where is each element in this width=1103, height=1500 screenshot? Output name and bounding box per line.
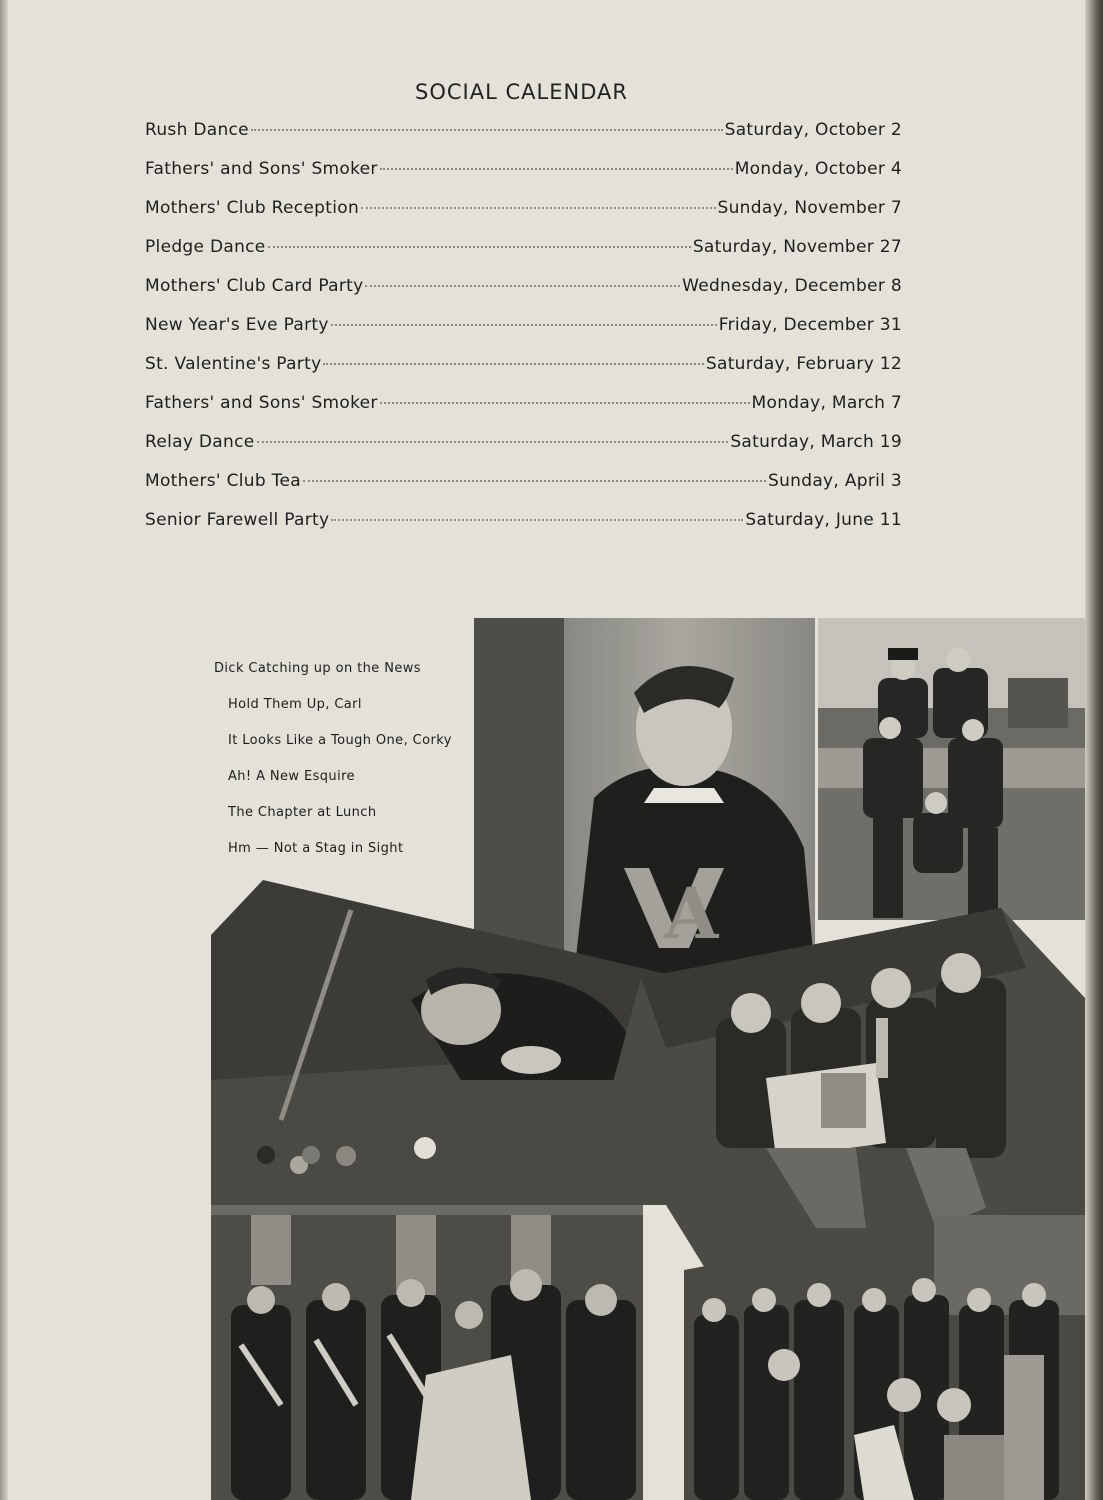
calendar-row <box>145 354 902 393</box>
event-date: Saturday, March 19 <box>730 432 902 452</box>
caption-dick-news: Dick Catching up on the News <box>214 661 421 676</box>
calendar-row <box>145 120 902 159</box>
event-name: St. Valentine's Party <box>145 354 322 374</box>
calendar-row <box>145 471 902 510</box>
event-date: Saturday, June 11 <box>745 510 902 530</box>
dot-leader <box>331 519 743 521</box>
dot-leader <box>331 324 717 326</box>
event-name: Mothers' Club Card Party <box>145 276 364 296</box>
dot-leader <box>380 168 733 170</box>
dot-leader <box>365 285 680 287</box>
photo-no-stag <box>684 1195 1085 1500</box>
event-date: Wednesday, December 8 <box>682 276 902 296</box>
event-name: Pledge Dance <box>145 237 266 257</box>
calendar-row <box>145 276 902 315</box>
calendar-row <box>145 432 902 471</box>
dot-leader <box>380 402 750 404</box>
photo-lunch-image <box>211 1205 643 1500</box>
photo-billiards-image <box>211 880 671 1205</box>
photo-stag-image <box>684 1195 1085 1500</box>
event-date: Sunday, November 7 <box>717 198 902 218</box>
event-name: Relay Dance <box>145 432 255 452</box>
dot-leader <box>257 441 729 443</box>
calendar-row <box>145 510 902 549</box>
caption-chapter-lunch: The Chapter at Lunch <box>228 805 377 820</box>
caption-tough-one: It Looks Like a Tough One, Corky <box>228 733 452 748</box>
photo-chapter-lunch <box>211 1205 643 1500</box>
page-outer-edge <box>1085 0 1103 1500</box>
event-name: Rush Dance <box>145 120 249 140</box>
event-date: Saturday, February 12 <box>705 354 902 374</box>
dot-leader <box>268 246 691 248</box>
calendar-row <box>145 159 902 198</box>
dot-leader <box>361 207 715 209</box>
dot-leader <box>251 129 723 131</box>
sweater-letter: A <box>664 872 719 955</box>
event-name: Fathers' and Sons' Smoker <box>145 159 378 179</box>
photo-captions <box>214 660 464 876</box>
photo-hold-them-up <box>818 618 1085 920</box>
event-name: Mothers' Club Reception <box>145 198 360 218</box>
calendar-row <box>145 237 902 276</box>
caption-hold-them-up: Hold Them Up, Carl <box>228 697 362 712</box>
event-date: Sunday, April 3 <box>768 471 902 491</box>
page-title: SOCIAL CALENDAR <box>415 80 628 104</box>
caption-stag: Hm — Not a Stag in Sight <box>228 841 404 856</box>
photo-tough-one-billiards <box>211 880 671 1205</box>
event-date: Saturday, October 2 <box>724 120 902 140</box>
dot-leader <box>323 363 703 365</box>
event-name: Senior Farewell Party <box>145 510 330 530</box>
calendar-row <box>145 198 902 237</box>
photo-hold-them-up-image <box>818 618 1085 920</box>
dot-leader <box>303 480 766 482</box>
caption-new-esquire: Ah! A New Esquire <box>228 769 355 784</box>
event-name: Mothers' Club Tea <box>145 471 301 491</box>
event-date: Friday, December 31 <box>718 315 902 335</box>
calendar-row <box>145 315 902 354</box>
event-date: Monday, March 7 <box>751 393 902 413</box>
calendar-row <box>145 393 902 432</box>
event-date: Monday, October 4 <box>734 159 902 179</box>
event-date: Saturday, November 27 <box>692 237 902 257</box>
event-name: New Year's Eve Party <box>145 315 329 335</box>
event-name: Fathers' and Sons' Smoker <box>145 393 378 413</box>
page-binding-edge <box>0 0 8 1500</box>
social-calendar-list <box>145 120 902 549</box>
